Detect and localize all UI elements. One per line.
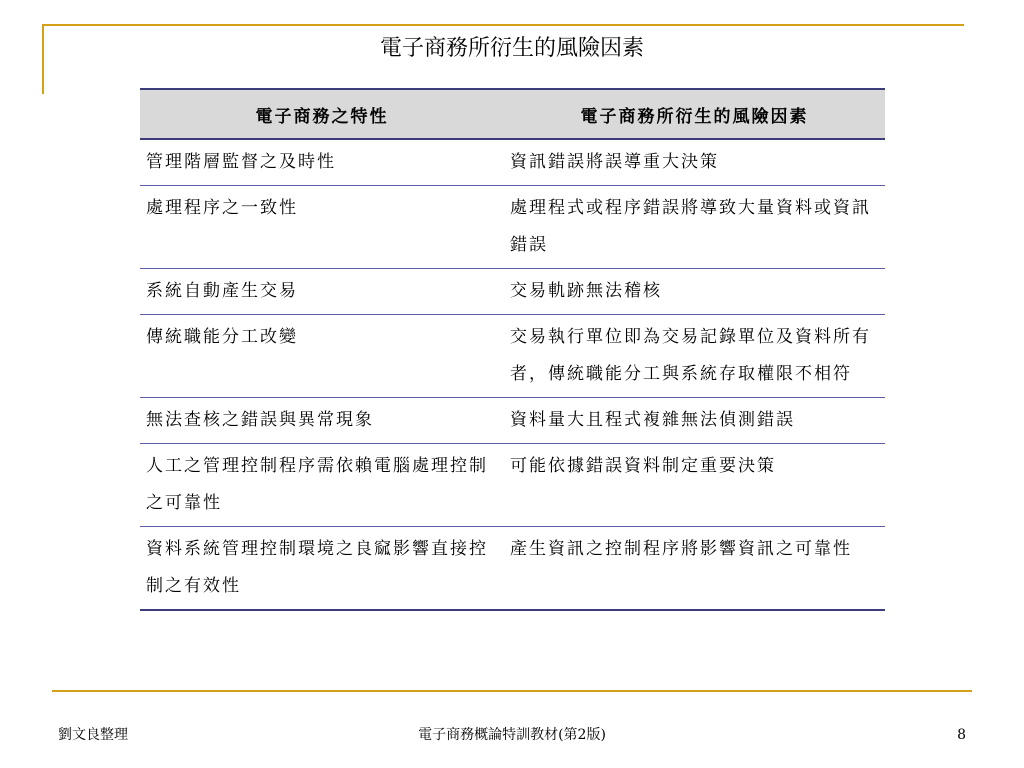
header-risk: 電子商務所衍生的風險因素 [504,89,885,139]
risk-cell: 可能依據錯誤資料制定重要決策 [504,444,885,527]
slide-title: 電子商務所衍生的風險因素 [379,36,644,61]
feature-cell: 系統自動產生交易 [140,269,504,315]
risk-cell: 產生資訊之控制程序將影響資訊之可靠性 [504,527,885,611]
risk-cell: 交易執行單位即為交易記錄單位及資料所有者，傳統職能分工與系統存取權限不相符 [504,315,885,398]
risk-table [140,88,885,611]
risk-cell: 交易軌跡無法稽核 [504,269,885,315]
table-row [140,186,885,269]
risk-cell: 處理程式或程序錯誤將導致大量資料或資訊錯誤 [504,186,885,269]
feature-cell: 資料系統管理控制環境之良窳影響直接控制之有效性 [140,527,504,611]
footer-rule [52,690,972,692]
footer-course-title: 電子商務概論特訓教材(第2版) [418,727,606,743]
top-border-rule [42,24,964,26]
table-row [140,139,885,186]
risk-cell: 資訊錯誤將誤導重大決策 [504,139,885,186]
table-row [140,315,885,398]
header-feature: 電子商務之特性 [140,89,504,139]
table-header-row [140,89,885,139]
table-row [140,269,885,315]
risk-cell: 資料量大且程式複雜無法偵測錯誤 [504,398,885,444]
footer-author: 劉文良整理 [58,727,128,743]
feature-cell: 管理階層監督之及時性 [140,139,504,186]
table-row [140,444,885,527]
feature-cell: 傳統職能分工改變 [140,315,504,398]
feature-cell: 處理程序之一致性 [140,186,504,269]
page-number: 8 [957,727,966,743]
table-row [140,398,885,444]
table-row [140,527,885,611]
feature-cell: 無法查核之錯誤與異常現象 [140,398,504,444]
feature-cell: 人工之管理控制程序需依賴電腦處理控制之可靠性 [140,444,504,527]
